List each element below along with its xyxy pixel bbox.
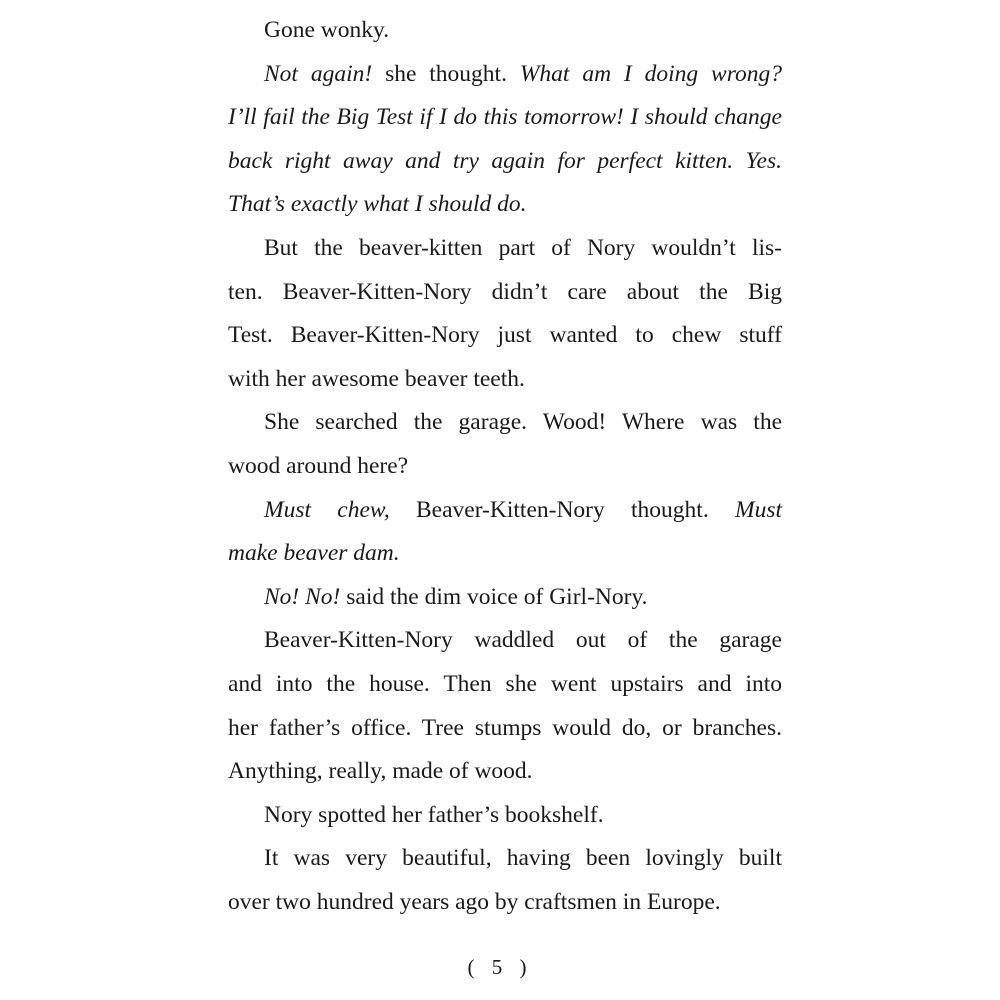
text-line <box>228 271 782 315</box>
text-run: Nory spotted her father’s bookshelf. <box>264 801 604 828</box>
text-run: Anything, really, made of wood. <box>228 758 533 785</box>
italic-text: I’ll fail the Big Test if I do this tomorrow! I should change <box>228 104 782 131</box>
text-run: Gone wonky. <box>264 17 390 43</box>
text-line <box>228 794 782 838</box>
text-run: Beaver-Kitten-Nory waddled out of the garage <box>264 627 782 654</box>
text-line <box>228 314 782 358</box>
text-run: She searched the garage. Wood! Where was the <box>264 409 782 436</box>
text-line <box>228 140 782 184</box>
text-line <box>228 576 782 620</box>
text-run: and into the house. Then she went upstairs and into <box>228 670 782 697</box>
text-run: Test. Beaver-Kitten-Nory just wanted to chew stuff <box>228 322 782 349</box>
italic-text: back right away and try again for perfect kitten. Yes. <box>228 147 782 174</box>
text-run: she thought. <box>372 60 520 87</box>
text-run: wood around here? <box>228 452 409 479</box>
text-run: over two hundred years ago by craftsmen in Europe. <box>228 888 721 915</box>
text-line <box>228 96 782 140</box>
text-line <box>228 881 782 925</box>
body-text <box>228 9 782 924</box>
text-line <box>228 227 782 271</box>
text-run: It was very beautiful, having been lovingly built <box>264 845 782 872</box>
text-line <box>228 401 782 445</box>
text-line <box>228 9 782 53</box>
italic-text: What am I doing wrong? <box>519 60 782 87</box>
text-run: Beaver-Kitten-Nory thought. <box>389 496 735 523</box>
italic-text: That’s exactly what I should do. <box>228 191 527 218</box>
text-line <box>228 837 782 881</box>
text-line <box>228 619 782 663</box>
text-line <box>228 663 782 707</box>
text-line <box>228 750 782 794</box>
text-run: ten. Beaver-Kitten-Nory didn’t care about the Big <box>228 278 782 305</box>
text-line <box>228 532 782 576</box>
italic-text: Not again! <box>264 60 373 87</box>
text-run: her father’s office. Tree stumps would do, or branches. <box>228 714 782 741</box>
text-line <box>228 183 782 227</box>
italic-text: Must chew, <box>264 496 390 523</box>
italic-text: Must <box>735 496 782 523</box>
text-run: said the dim voice of Girl-Nory. <box>340 583 648 610</box>
italic-text: No! No! <box>264 583 341 610</box>
page-number: ( 5 ) <box>467 955 533 979</box>
text-line <box>228 53 782 97</box>
italic-text: make beaver dam. <box>228 540 400 567</box>
text-run: But the beaver-kitten part of Nory wouldn’t lis- <box>264 234 782 261</box>
text-line <box>228 489 782 533</box>
text-run: with her awesome beaver teeth. <box>228 365 525 392</box>
text-line <box>228 707 782 751</box>
text-line <box>228 358 782 402</box>
text-line <box>228 445 782 489</box>
